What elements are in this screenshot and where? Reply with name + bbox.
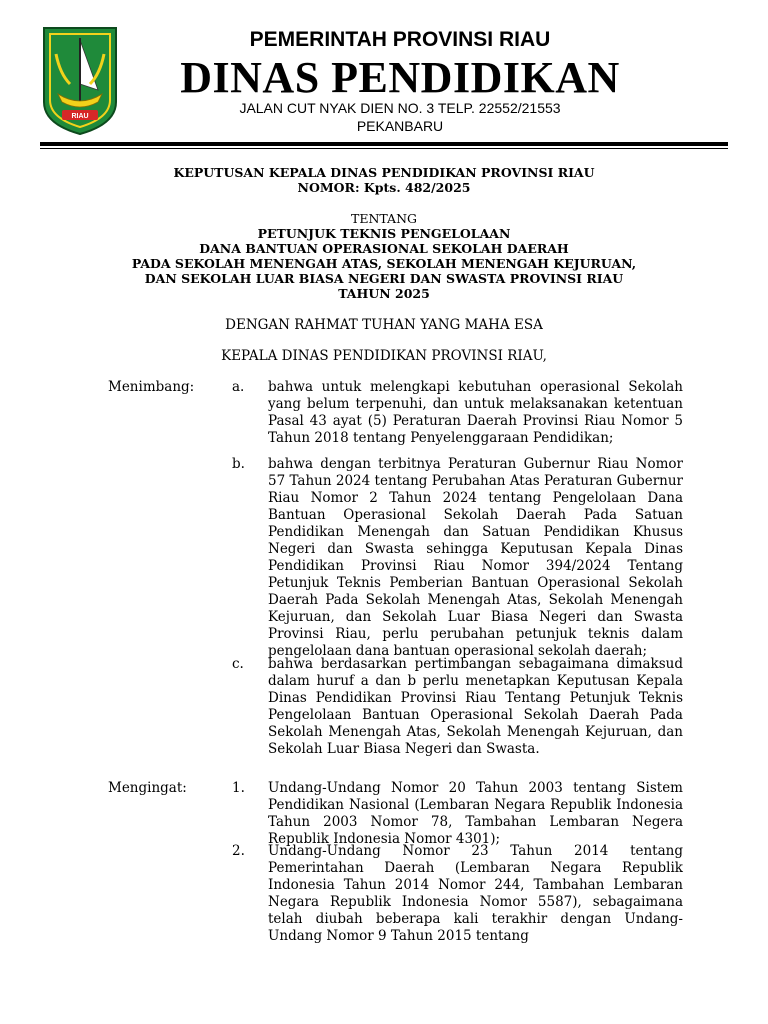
- invocation: DENGAN RAHMAT TUHAN YANG MAHA ESA: [225, 317, 543, 333]
- item-text: Undang-Undang Nomor 20 Tahun 2003 tentang Sistem Pendidikan Nasional (Lembaran Negara Republik Indonesia Tahun 2003 Nomor 78, Tambahan Lembaran Negera Republik Indonesia Nomor 4301);: [268, 780, 683, 847]
- decree-number: NOMOR: Kpts. 482/2025: [297, 180, 471, 195]
- item-marker: a.: [232, 379, 245, 395]
- logo-label: RIAU: [71, 113, 89, 120]
- subject-label: TENTANG: [350, 211, 417, 226]
- item-text: bahwa dengan terbitnya Peraturan Gubernur Riau Nomor 57 Tahun 2024 tentang Perubahan Atas Peraturan Gubernur Riau Nomor 2 Tahun 2024 tentang Pengelolaan Dana Bantuan Operasional Sekolah Daerah Pada Satuan Pendidikan Menengah dan Satuan Pendidikan Khusus Negeri dan Swasta sehingga Keputusan Kepala Dinas Pendidikan Provinsi Riau Nomor 394/2024 Tentang Petunjuk Teknis Pemberian Bantuan Operasional Sekolah Daerah Pada Sekolah Menengah Atas, Sekolah Menengah Kejuruan, dan Sekolah Luar Biasa Negeri dan Swasta Provinsi Riau, perlu perubahan petunjuk teknis dalam pengelolaan dana bantuan operasional sekolah daerah;: [268, 456, 683, 659]
- letterhead-rule-thin: [40, 148, 728, 149]
- subject-line: PADA SEKOLAH MENENGAH ATAS, SEKOLAH MENENGAH KEJURUAN,: [131, 256, 637, 271]
- decree-title: KEPUTUSAN KEPALA DINAS PENDIDIKAN PROVINSI RIAU: [173, 165, 595, 180]
- item-text: bahwa berdasarkan pertimbangan sebagaimana dimaksud dalam huruf a dan b perlu menetapkan Keputusan Kepala Dinas Pendidikan Provinsi Riau Tentang Petunjuk Teknis Pengelolaan Bantuan Operasional Sekolah Daerah Pada Sekolah Menengah Atas, Sekolah Menengah Kejuruan, dan Sekolah Luar Biasa Negeri dan Swasta.: [268, 656, 683, 757]
- riau-coat-of-arms-logo: [40, 24, 120, 136]
- item-marker: 1.: [232, 780, 245, 796]
- item-text: Undang-Undang Nomor 23 Tahun 2014 tentang Pemerintahan Daerah (Lembaran Negara Republik Indonesia Tahun 2014 Nomor 244, Tambahan Lembaran Negara Republik Indonesia Nomor 5587), sebagaimana telah diubah beberapa kali terakhir dengan Undang-Undang Nomor 9 Tahun 2015 tentang: [268, 843, 683, 944]
- government-name: PEMERINTAH PROVINSI RIAU: [249, 28, 551, 51]
- item-text: bahwa untuk melengkapi kebutuhan operasional Sekolah yang belum terpenuhi, dan untuk melaksanakan ketentuan Pasal 43 ayat (5) Peraturan Daerah Provinsi Riau Nomor 5 Tahun 2018 tentang Penyelenggaraan Pendidikan;: [268, 379, 683, 446]
- menimbang-label: Menimbang:: [108, 379, 195, 395]
- address-block: [120, 99, 680, 135]
- item-marker: b.: [232, 456, 245, 472]
- authority: KEPALA DINAS PENDIDIKAN PROVINSI RIAU,: [221, 348, 547, 364]
- address-city: PEKANBARU: [356, 118, 444, 134]
- subject-line: DANA BANTUAN OPERASIONAL SEKOLAH DAERAH: [199, 241, 569, 256]
- department-name: DINAS PENDIDIKAN: [180, 53, 620, 102]
- letterhead-rule-thick: [40, 142, 728, 146]
- subject-line: PETUNJUK TEKNIS PENGELOLAAN: [257, 226, 511, 241]
- item-marker: c.: [232, 656, 244, 672]
- decree-heading: [60, 165, 708, 195]
- decree-subject: [60, 211, 708, 301]
- subject-line: TAHUN 2025: [338, 286, 430, 301]
- subject-line: DAN SEKOLAH LUAR BIASA NEGERI DAN SWASTA PROVINSI RIAU: [144, 271, 624, 286]
- item-marker: 2.: [232, 843, 245, 859]
- mengingat-label: Mengingat:: [108, 780, 187, 796]
- address-street: JALAN CUT NYAK DIEN NO. 3 TELP. 22552/21553: [239, 100, 561, 116]
